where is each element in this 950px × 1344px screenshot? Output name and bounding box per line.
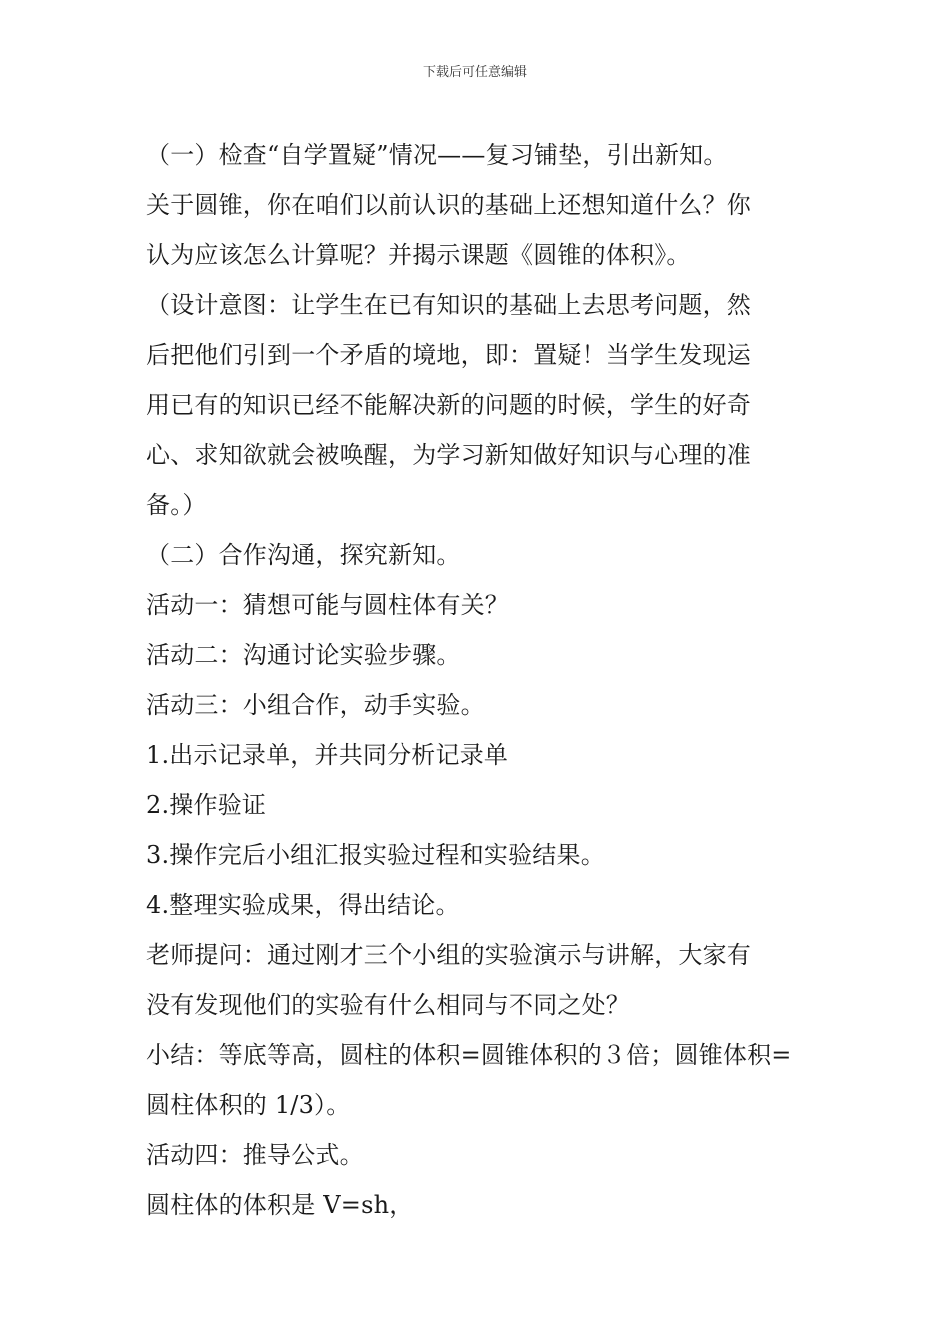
formula-line: 圆柱体的体积是 V=sh， — [146, 1191, 414, 1219]
paragraph-line: 关于圆锥，你在咱们以前认识的基础上还想知道什么？你 — [146, 191, 751, 219]
activity-three: 活动三：小组合作，动手实验。 — [146, 691, 485, 719]
design-intent-line: 心、求知欲就会被唤醒，为学习新知做好知识与心理的准 — [146, 441, 751, 469]
teacher-question-line: 老师提问：通过刚才三个小组的实验演示与讲解，大家有 — [146, 941, 751, 969]
section-heading-explore: （二）合作沟通，探究新知。 — [146, 541, 461, 569]
summary-line: 圆柱体积的 1/3）。 — [146, 1091, 351, 1119]
step-item: 2.操作验证 — [146, 791, 267, 819]
step-item: 4.整理实验成果，得出结论。 — [146, 891, 460, 919]
teacher-question-line: 没有发现他们的实验有什么相同与不同之处？ — [146, 991, 630, 1019]
design-intent-line: 后把他们引到一个矛盾的境地，即：置疑！当学生发现运 — [146, 341, 751, 369]
document-body — [146, 130, 816, 1230]
activity-one: 活动一：猜想可能与圆柱体有关？ — [146, 591, 509, 619]
page-header: 下载后可任意编辑 — [422, 65, 527, 80]
step-item: 1.出示记录单，并共同分析记录单 — [146, 741, 509, 769]
section-heading-review: （一）检查“自学置疑”情况——复习铺垫，引出新知。 — [146, 141, 728, 169]
activity-four: 活动四：推导公式。 — [146, 1141, 364, 1169]
paragraph-line: 认为应该怎么计算呢？并揭示课题《圆锥的体积》。 — [146, 241, 691, 269]
step-item: 3.操作完后小组汇报实验过程和实验结果。 — [146, 841, 605, 869]
design-intent-line: 用已有的知识已经不能解决新的问题的时候，学生的好奇 — [146, 391, 751, 419]
design-intent-line: 备。） — [146, 491, 207, 519]
design-intent-line: （设计意图：让学生在已有知识的基础上去思考问题，然 — [146, 291, 751, 319]
activity-two: 活动二：沟通讨论实验步骤。 — [146, 641, 461, 669]
summary-line: 小结：等底等高，圆柱的体积=圆锥体积的３倍；圆锥体积= — [146, 1041, 792, 1069]
